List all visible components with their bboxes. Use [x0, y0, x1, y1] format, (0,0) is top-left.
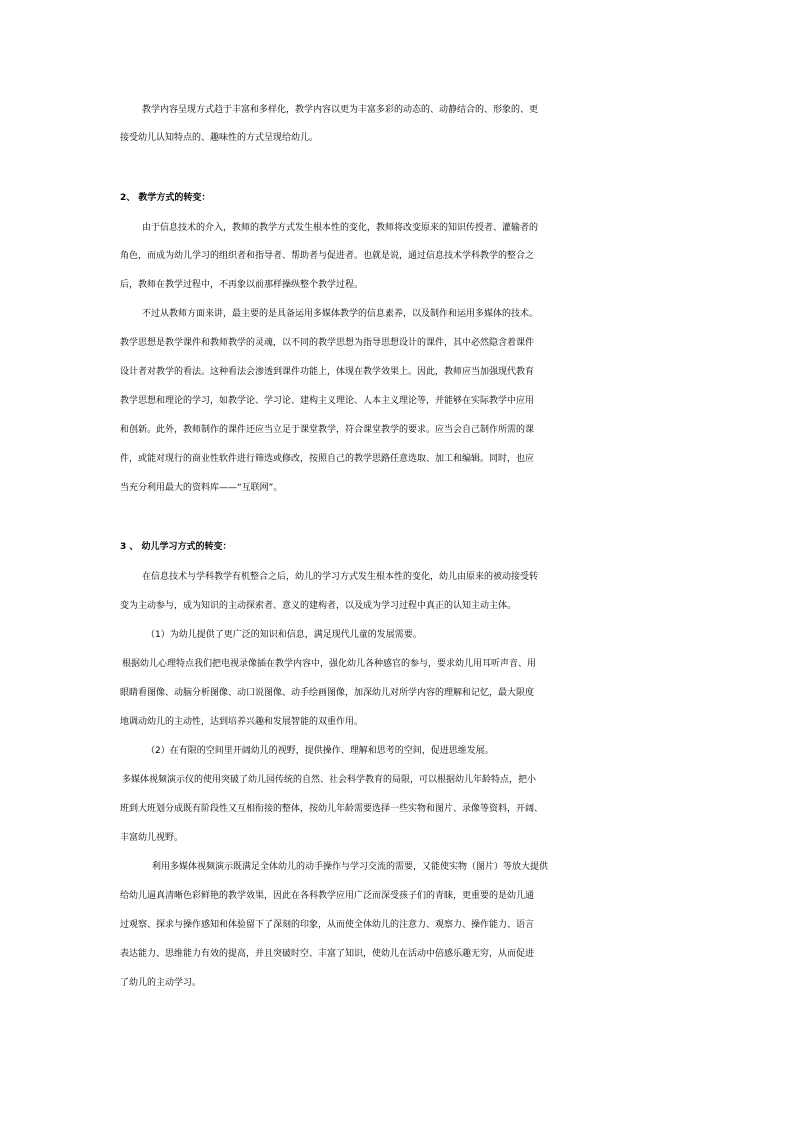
paragraph-line: 接受幼儿认知特点的、趣味性的方式呈现给幼儿。 [120, 133, 319, 143]
paragraph-line: 由于信息技术的介入，教师的教学方式发生根本性的变化，教师将改变原来的知识传授者、灌输者的 [142, 223, 539, 233]
section-heading-3: 3 、 幼儿学习方式的转变： [120, 542, 232, 552]
paragraph-line: 件，或能对现行的商业性软件进行筛选或修改，按照自己的教学思路任意选取、加工和编辑。同时，也应 [120, 454, 535, 464]
paragraph-line: 变为主动参与，成为知识的主动探索者、意义的建构者，以及成为学习过程中真正的认知主动主体。 [120, 601, 517, 611]
subsection-heading-2: （2）在有限的空间里开阔幼儿的视野，提供操作、理解和思考的空间，促进思维发展。 [146, 746, 494, 756]
paragraph-line: 在信息技术与学科教学有机整合之后，幼儿的学习方式发生根本性的变化，幼儿由原来的被动接受转 [142, 572, 539, 582]
paragraph-line: 根据幼儿心理特点我们把电视录像插在教学内容中，强化幼儿各种感官的参与，要求幼儿用耳听声音、用 [122, 659, 537, 669]
paragraph-line: 不过从教师方面来讲，最主要的是具备运用多媒体教学的信息素养，以及制作和运用多媒体的技术。 [142, 309, 539, 319]
paragraph-line: 教学思想是教学课件和教师教学的灵魂，以不同的教学思想为指导思想设计的课件，其中必然隐含着课件 [120, 338, 535, 348]
paragraph-line: 给幼儿逼真清晰色彩鲜艳的教学效果，因此在各科教学应用广泛而深受孩子们的青睐，更重要的是幼儿通 [120, 891, 535, 901]
paragraph-line: 丰富幼儿视野。 [120, 833, 184, 843]
paragraph-line: 和创新。此外，教师制作的课件还应当立足于课堂教学，符合课堂教学的要求。应当会自己制作所需的课 [120, 425, 535, 435]
paragraph-line: 表达能力、思维能力有效的提高，并且突破时空、丰富了知识，使幼儿在活动中倍感乐趣无穷，从而促进 [120, 949, 535, 959]
paragraph-line: 过观察、探求与操作感知和体验留下了深刻的印象，从而使全体幼儿的注意力、观察力、操作能力、语言 [120, 920, 535, 930]
paragraph-line: 班到大班划分成既有阶段性又互相衔接的整体，按幼儿年龄需要选择一些实物和图片、录像等资料，开阔、 [120, 804, 544, 814]
paragraph-line: 教学思想和理论的学习，如教学论、学习论、建构主义理论、人本主义理论等，并能够在实际教学中应用 [120, 396, 535, 406]
paragraph-line: 利用多媒体视频演示既满足全体幼儿的动手操作与学习交流的需要，又能使实物（图片）等放大提供 [152, 862, 549, 872]
paragraph-line: 当充分利用最大的资料库——“互联网”。 [120, 483, 283, 493]
paragraph-line: 了幼儿的主动学习。 [120, 978, 202, 988]
paragraph-line: 眼睛看图像、动脑分析图像、动口说图像、动手绘画图像，加深幼儿对所学内容的理解和记忆，最大限度 [120, 688, 535, 698]
paragraph-line: 多媒体视频演示仪的使用突破了幼儿园传统的自然、社会科学教育的局限，可以根据幼儿年龄特点，把小 [122, 775, 537, 785]
paragraph-line: 角色，而成为幼儿学习的组织者和指导者、帮助者与促进者。也就是说，通过信息技术学科教学的整合之 [120, 251, 535, 261]
paragraph-line: 后，教师在教学过程中，不再象以前那样操纵整个教学过程。 [120, 280, 364, 290]
section-heading-2: 2、 教学方式的转变： [120, 193, 211, 203]
subsection-heading-1: （1）为幼儿提供了更广泛的知识和信息，满足现代儿童的发展需要。 [146, 630, 422, 640]
paragraph-line: 教学内容呈现方式趋于丰富和多样化，教学内容以更为丰富多彩的动态的、动静结合的、形象的、更 [142, 105, 539, 115]
paragraph-line: 地调动幼儿的主动性，达到培养兴趣和发展智能的双重作用。 [120, 717, 364, 727]
paragraph-line: 设计者对教学的看法。这种看法会渗透到课件功能上，体现在教学效果上。因此，教师应当加强现代教育 [120, 367, 535, 377]
